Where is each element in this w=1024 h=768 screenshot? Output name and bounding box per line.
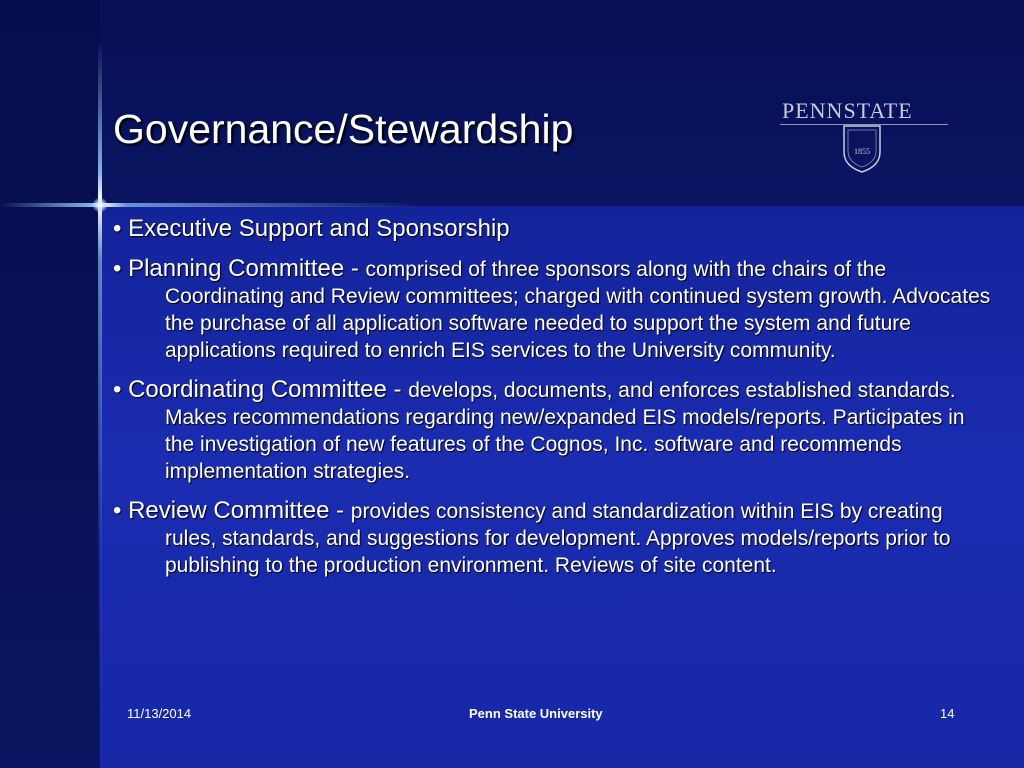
- left-strip: [0, 0, 100, 768]
- bullet-item: [113, 498, 993, 580]
- shield-icon: [842, 124, 882, 174]
- bullet-item: [113, 256, 993, 365]
- footer-page-number: 14: [940, 706, 955, 721]
- bullet-item: [113, 216, 993, 244]
- logo-year: 1855: [854, 147, 870, 156]
- slide-title: Governance/Stewardship: [113, 106, 574, 152]
- light-flare-core: [92, 197, 108, 213]
- bullet-heading: • Review Committee -: [113, 497, 351, 524]
- penn-state-logo: [780, 98, 950, 178]
- bullet-item: [113, 377, 993, 486]
- footer-organization: Penn State University: [469, 706, 603, 721]
- bullet-heading: • Executive Support and Sponsorship: [113, 215, 510, 242]
- footer-date: 11/13/2014: [127, 706, 192, 721]
- bullet-body: comprised of three sponsors along with the chairs of the Coordinating and Review committees; charged with continued system growth. Advocates the purchase of all application software needed to support the system and future applications required to enrich EIS services to the University community.: [165, 258, 991, 362]
- bullet-body: develops, documents, and enforces established standards. Makes recommendations regarding new/expanded EIS models/reports. Participates in the investigation of new features of the Cognos, Inc. software and recommends implementation strategies.: [165, 379, 965, 483]
- bullet-heading: • Planning Committee -: [113, 255, 366, 282]
- logo-wordmark: PENNSTATE: [782, 98, 913, 123]
- bullet-body: provides consistency and standardization within EIS by creating rules, standards, and suggestions for development. Approves models/reports prior to publishing to the production environment. Reviews of site content.: [165, 500, 951, 577]
- bullet-list: [113, 216, 993, 592]
- light-flare-horizontal: [0, 203, 420, 207]
- light-flare-vertical: [98, 40, 102, 768]
- bullet-heading: • Coordinating Committee -: [113, 376, 409, 403]
